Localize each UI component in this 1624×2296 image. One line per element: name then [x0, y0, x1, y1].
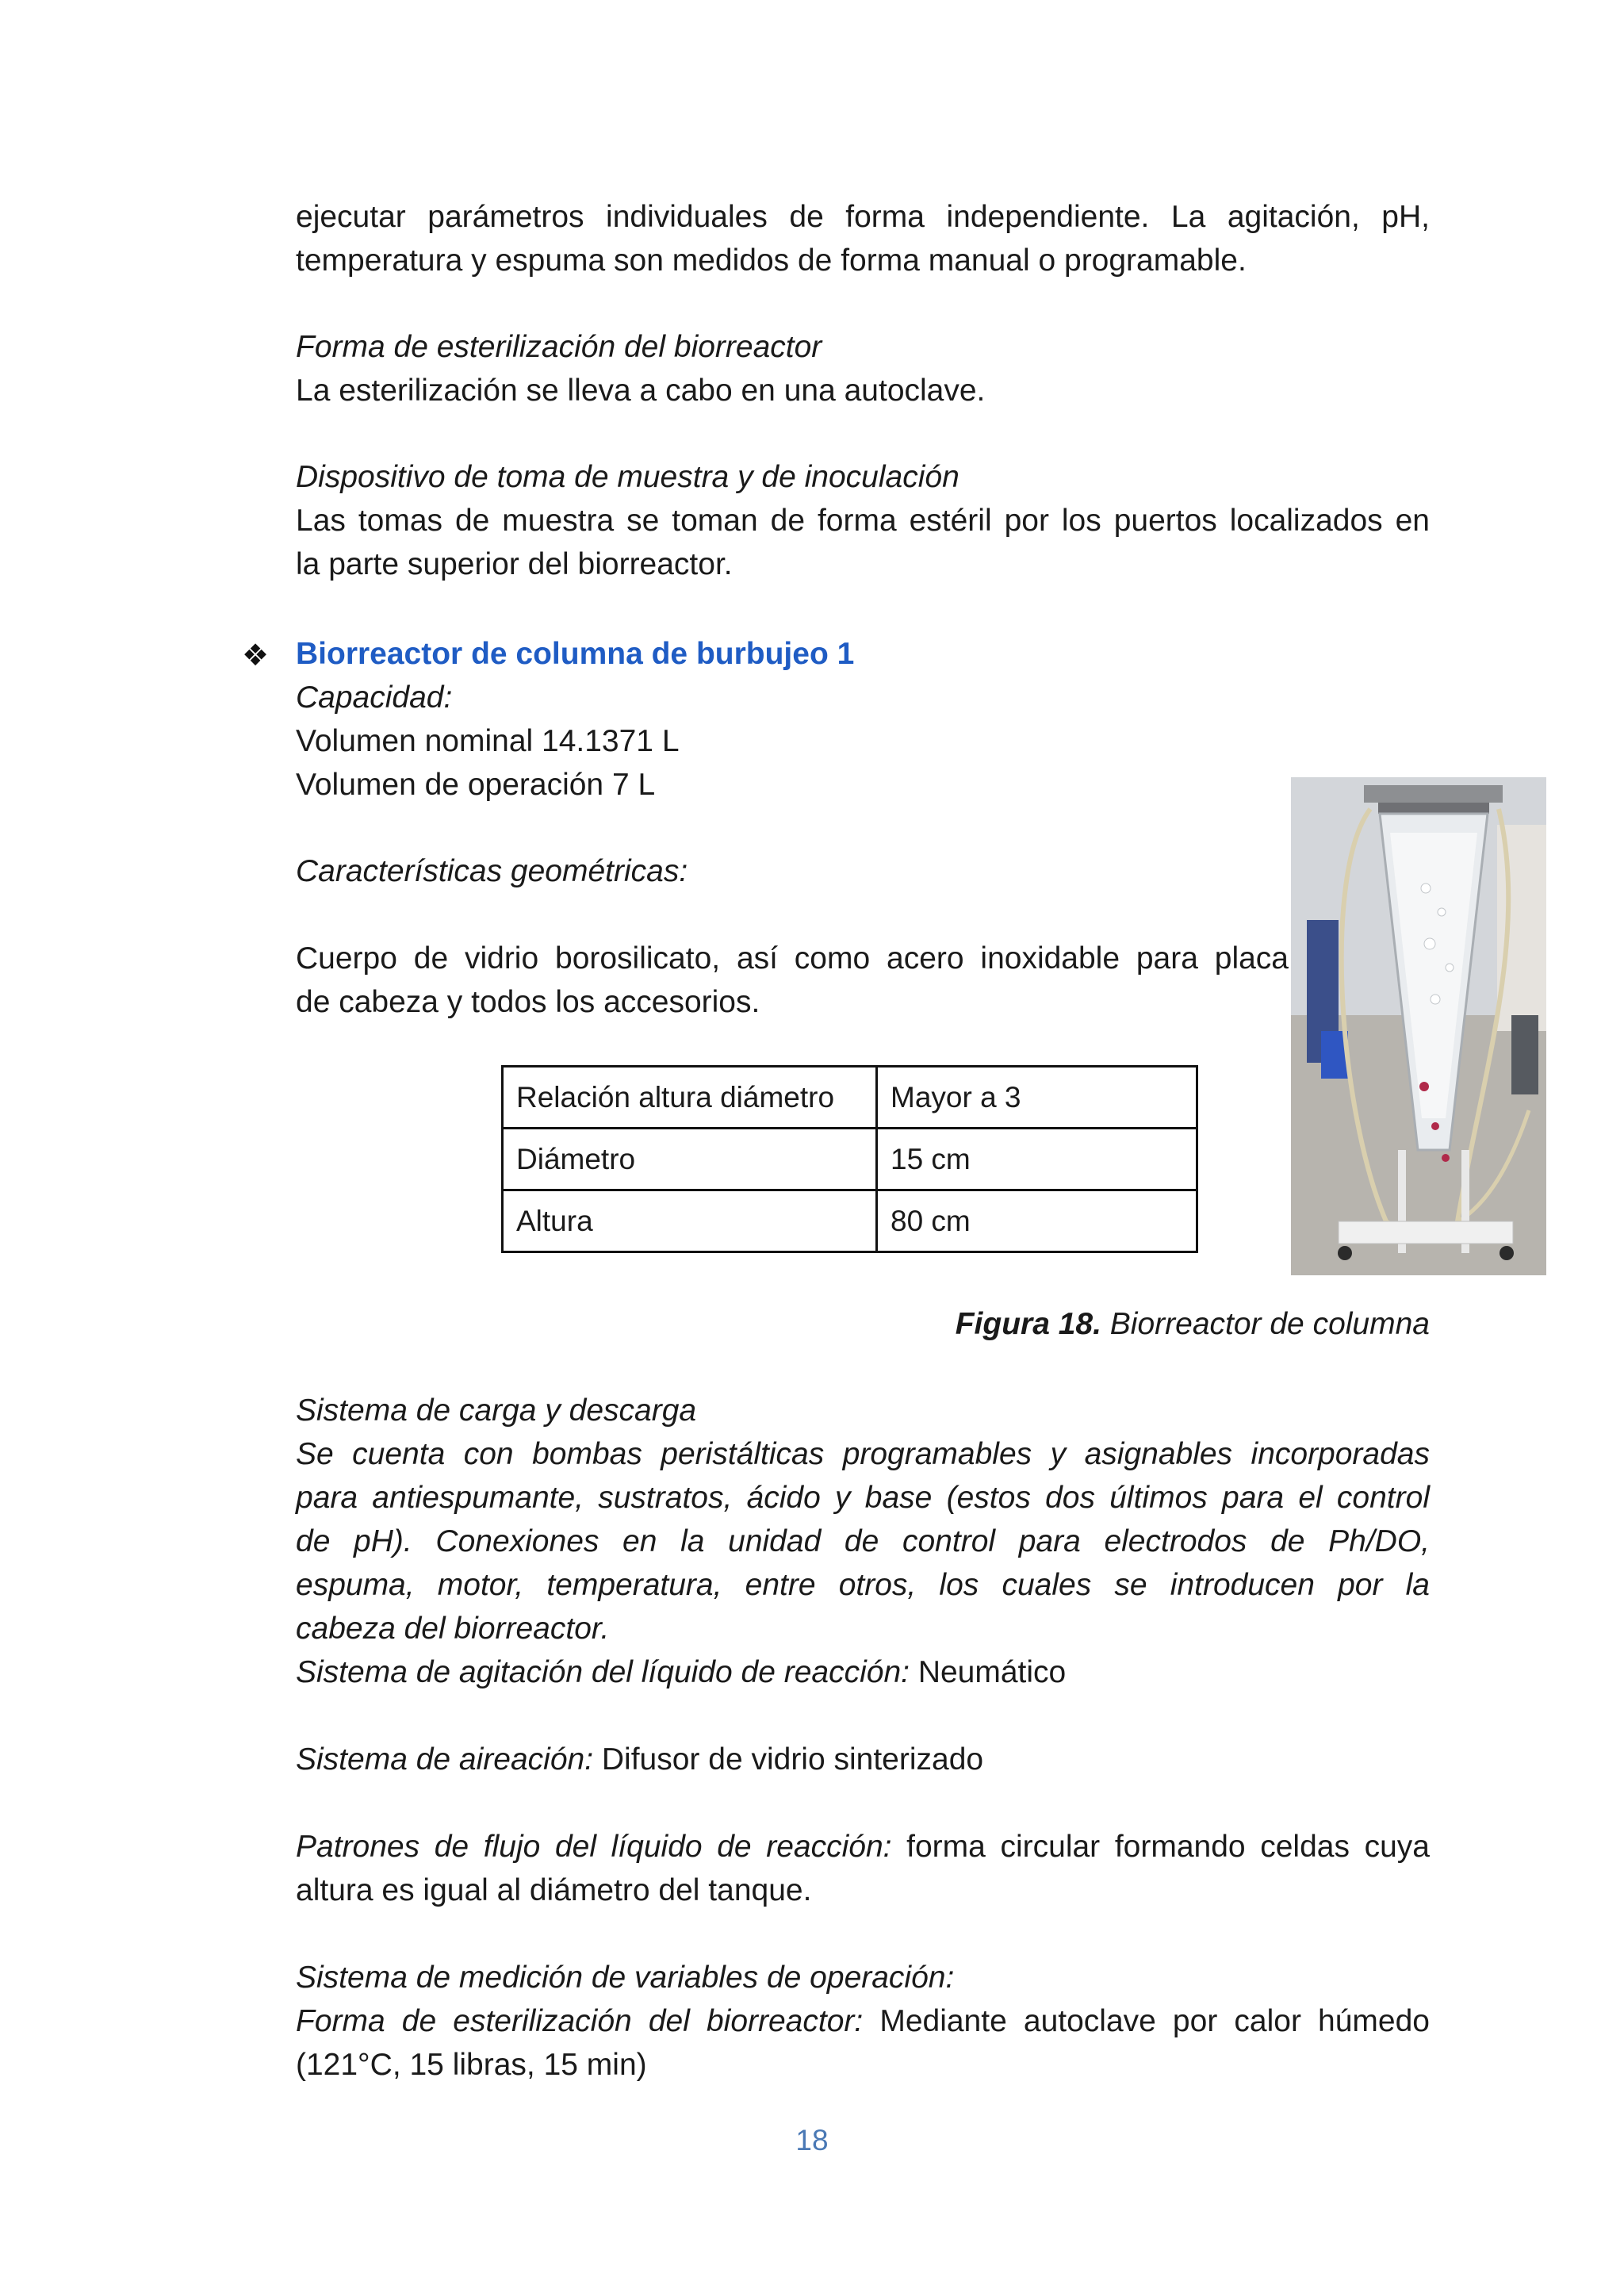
figure-caption: [956, 1302, 1430, 1346]
intro-line-2: temperatura y espuma son medidos de forma manual o programable.: [296, 243, 1247, 278]
table-cell: Diámetro: [503, 1129, 877, 1190]
bioreactor-photo: [1291, 777, 1546, 1275]
page-number: 18: [795, 2124, 829, 2156]
loading-line-2: para antiespumante, sustratos, ácido y base (estos dos últimos para el control: [296, 1481, 1430, 1515]
table-cell: 15 cm: [877, 1129, 1197, 1190]
loading-heading: Sistema de carga y descarga: [296, 1393, 697, 1428]
loading-block: [296, 1389, 1430, 1650]
loading-line-3: de pH). Conexiones en la unidad de control para electrodos de Ph/DO,: [296, 1524, 1430, 1558]
sampling-line-2: la parte superior del biorreactor.: [296, 547, 733, 581]
agitation-block: [296, 1650, 1430, 1694]
table-cell: 80 cm: [877, 1190, 1197, 1252]
aeration-label: Sistema de aireación:: [296, 1742, 594, 1777]
diamond-bullet-icon: ❖: [242, 639, 270, 673]
final-sterilization-label: Forma de esterilización del biorreactor:: [296, 2004, 864, 2038]
nominal-volume: Volumen nominal 14.1371 L: [296, 724, 680, 758]
final-sterilization-value: Mediante autoclave por calor húmedo: [863, 2004, 1430, 2038]
sterilization-heading: Forma de esterilización del biorreactor: [296, 330, 822, 364]
sterilization-text: La esterilización se lleva a cabo en una autoclave.: [296, 374, 986, 408]
flow-block: [296, 1825, 1430, 1912]
specs-table: [501, 1065, 1198, 1253]
sampling-line-1: Las tomas de muestra se toman de forma estéril por los puertos localizados en: [296, 504, 1430, 538]
flow-label: Patrones de flujo del líquido de reacción:: [296, 1830, 892, 1864]
aeration-block: [296, 1738, 1430, 1781]
agitation-label: Sistema de agitación del líquido de reacción:: [296, 1655, 910, 1689]
capacity-label: Capacidad:: [296, 680, 453, 715]
table-row: [503, 1190, 1197, 1252]
aeration-value: Difusor de vidrio sinterizado: [593, 1742, 984, 1777]
table-cell: Mayor a 3: [877, 1067, 1197, 1129]
flow-value: forma circular formando celdas cuya: [891, 1830, 1430, 1864]
sterilization-block: [296, 325, 1430, 412]
figure-label: Figura 18.: [955, 1307, 1101, 1341]
measurement-block: [296, 1956, 1430, 2087]
operation-volume: Volumen de operación 7 L: [296, 768, 656, 802]
intro-line-1: ejecutar parámetros individuales de forma independiente. La agitación, pH,: [296, 200, 1430, 234]
table-cell: Altura: [503, 1190, 877, 1252]
bioreactor-illustration: [1291, 777, 1546, 1275]
table-cell: Relación altura diámetro: [503, 1067, 877, 1129]
geometry-body: [296, 937, 1289, 1024]
final-sterilization-line-2: (121°C, 15 libras, 15 min): [296, 2048, 647, 2082]
sampling-block: [296, 455, 1430, 586]
measurement-label: Sistema de medición de variables de operación:: [296, 1961, 955, 1995]
sampling-heading: Dispositivo de toma de muestra y de inoculación: [296, 460, 959, 494]
geometry-body-line-1: Cuerpo de vidrio borosilicato, así como acero inoxidable para placa: [296, 941, 1289, 976]
loading-line-1: Se cuenta con bombas peristálticas programables y asignables incorporadas: [296, 1437, 1430, 1471]
agitation-value: Neumático: [909, 1655, 1067, 1689]
figure-caption-text: Biorreactor de columna: [1101, 1307, 1430, 1341]
loading-line-4: espuma, motor, temperatura, entre otros, los cuales se introducen por la: [296, 1568, 1430, 1602]
geometry-body-line-2: de cabeza y todos los accesorios.: [296, 985, 760, 1019]
intro-paragraph: [296, 195, 1430, 282]
table-row: [503, 1067, 1197, 1129]
loading-line-5: cabeza del biorreactor.: [296, 1612, 610, 1646]
table-row: [503, 1129, 1197, 1190]
section-title: Biorreactor de columna de burbujeo 1: [296, 637, 855, 671]
flow-line-2: altura es igual al diámetro del tanque.: [296, 1873, 812, 1907]
geometry-label: Características geométricas:: [296, 854, 688, 888]
geometry-label-block: [296, 849, 1430, 893]
capacity-block: [296, 676, 1430, 807]
